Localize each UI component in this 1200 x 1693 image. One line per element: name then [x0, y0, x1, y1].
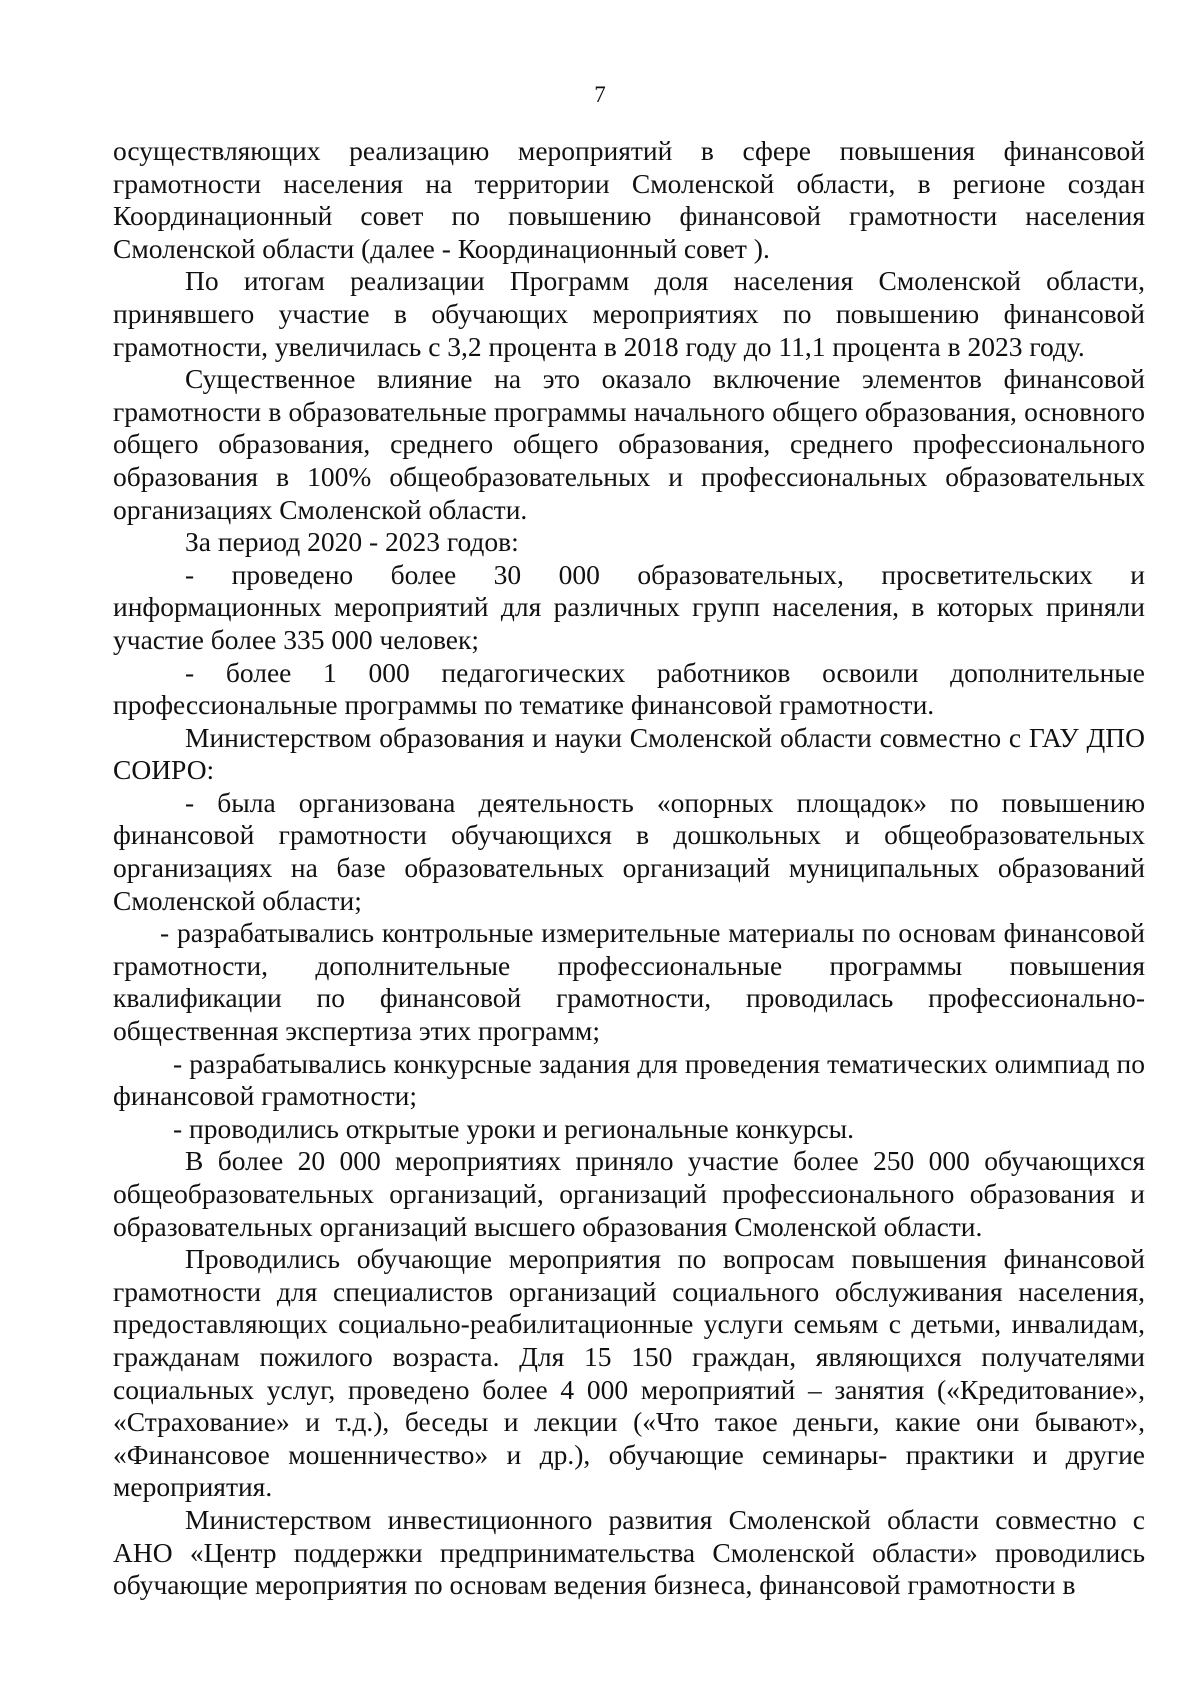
list-item-support-sites: - была организована деятельность «опорных площадок» по повышению финансовой грамотности обучающихся в дошкольных и общеобразовательных организациях на базе образовательных организаций муниципальных образований Смоленской области;: [113, 786, 1145, 916]
paragraph-students-participation: В более 20 000 мероприятиях приняло участие более 250 000 обучающихся общеобразовательных организаций, организаций профессионального образования и образовательных организаций высшего образования Смоленской области.: [113, 1145, 1145, 1242]
list-item-events-conducted: - проведено более 30 000 образовательных, просветительских и информационных мероприятий для различных групп населения, в которых приняли участие более 335 000 человек;: [113, 558, 1145, 655]
paragraph-investment-ministry: Министерством инвестиционного развития Смоленской области совместно с АНО «Центр поддержки предпринимательства Смоленской области» проводились обучающие мероприятия по основам ведения бизнеса, финансовой грамотности в: [113, 1503, 1145, 1601]
paragraph-coordination-council: осуществляющих реализацию мероприятий в сфере повышения финансовой грамотности населения на территории Смоленской области, в регионе создан Координационный совет по повышению финансовой грамотности населения Смоленской области (далее - Координационный совет ).: [113, 135, 1145, 264]
paragraph-ministry-education: Министерством образования и науки Смоленской области совместно с ГАУ ДПО СОИРО:: [113, 721, 1145, 786]
list-item-olympiad-tasks: - разрабатывались конкурсные задания для проведения тематических олимпиад по финансовой грамотности;: [113, 1047, 1145, 1112]
list-item-open-lessons: - проводились открытые уроки и региональные конкурсы.: [173, 1112, 855, 1144]
document-body: [113, 135, 1145, 1602]
paragraph-social-services: Проводились обучающие мероприятия по вопросам повышения финансовой грамотности для специалистов организаций социального обслуживания населения, предоставляющих социально-реабилитационные услуги семьям с детьми, инвалидам, гражданам пожилого возраста. Для 15 150 граждан, являющихся получателями социальных услуг, проведено более 4 000 мероприятий – занятия («Кредитование», «Страхование» и т.д.), беседы и лекции («Что такое деньги, какие они бывают», «Финансовое мошенничество» и др.), обучающие семинары- практики и другие мероприятия.: [113, 1243, 1145, 1503]
paragraph-education-programs: Существенное влияние на это оказало включение элементов финансовой грамотности в образовательные программы начального общего образования, основного общего образования, среднего общего образования, среднего профессионального образования в 100% общеобразовательных и профессиональных образовательных организациях Смоленской области.: [113, 363, 1145, 525]
list-item-measurement-materials: - разрабатывались контрольные измерительные материалы по основам финансовой грамотности, дополнительные профессиональные программы повышения квалификации по финансовой грамотности, проводилась профессионально-общественная экспертиза этих программ;: [113, 917, 1145, 1047]
page-number: 7: [594, 82, 606, 107]
list-item-teachers-trained: - более 1 000 педагогических работников освоили дополнительные профессиональные программы по тематике финансовой грамотности.: [113, 656, 1145, 721]
paragraph-period: За период 2020 - 2023 годов:: [185, 526, 519, 558]
paragraph-program-results: По итогам реализации Программ доля населения Смоленской области, принявшего участие в обучающих мероприятиях по повышению финансовой грамотности, увеличилась с 3,2 процента в 2018 году до 11,1 процента в 2023 году.: [113, 265, 1145, 362]
